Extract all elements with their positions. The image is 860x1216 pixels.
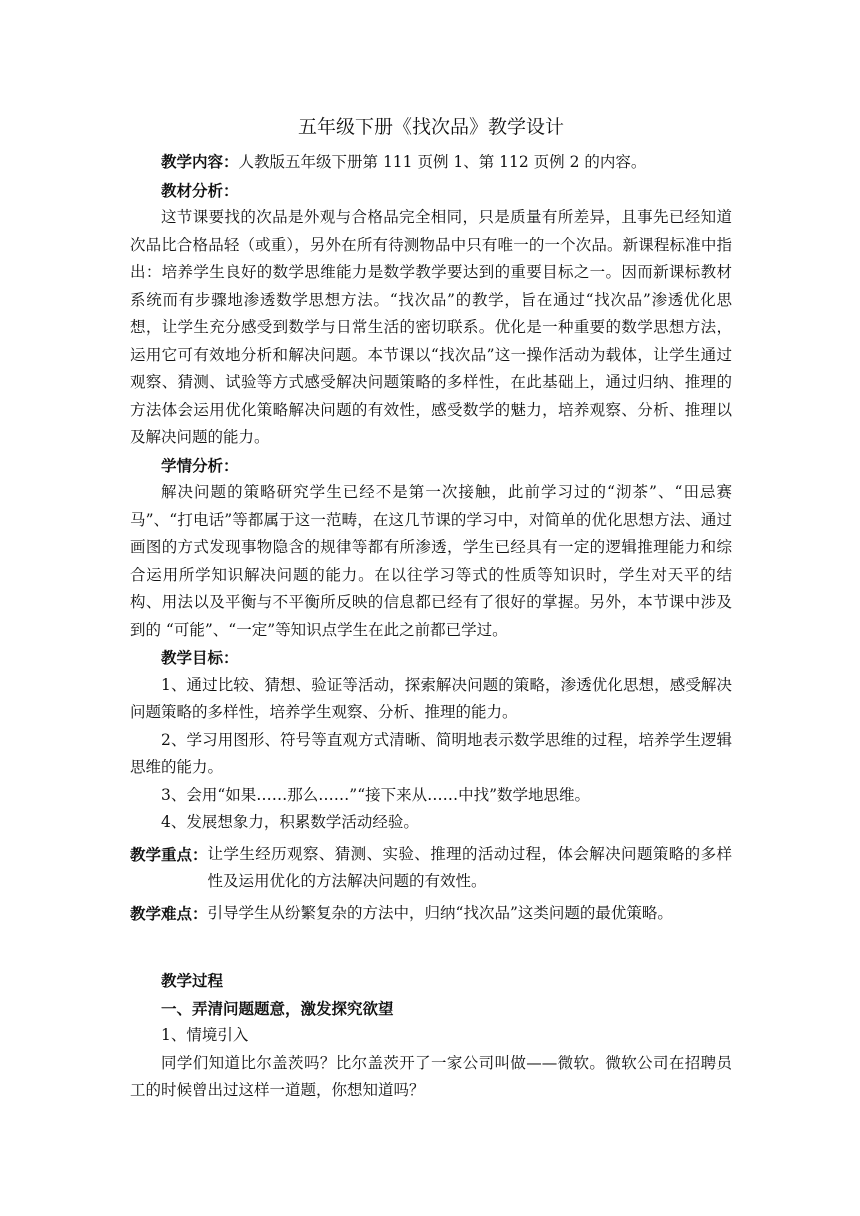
teaching-content <box>130 148 732 177</box>
material-analysis-heading: 教材分析： <box>161 180 239 200</box>
student-analysis-text: 解决问题的策略研究学生已经不是第一次接触，此前学习过的“沏茶”、“田忌赛马”、“打电话”等都属于这一范畴，在这几节课的学习中，对简单的优化思想方法、通过画图的方式发现事物隐含的规律等都有所渗透，学生已经具有一定的逻辑推理能力和综合运用所学知识解决问题的能力。在以往学习等式的性质等知识时，学生对天平的结构、用法以及平衡与不平衡所反映的信息都已经有了很好的掌握。另外，本节课中涉及到的 “可能”、“一定”等知识点学生在此之前都已学过。 <box>130 483 732 639</box>
teaching-goal-item: 2、学习用图形、符号等直观方式清晰、简明地表示数学思维的过程，培养学生逻辑思维的能力。 <box>130 730 732 776</box>
teaching-difficulty-text: 引导学生从纷繁复杂的方法中，归纳“找次品”这类问题的最优策略。 <box>207 903 673 922</box>
teaching-key-point <box>130 841 732 896</box>
process-text: 同学们知道比尔盖茨吗？比尔盖茨开了一家公司叫做——微软。微软公司在招聘员工的时候曾出过这样一道题，你想知道吗？ <box>130 1053 732 1099</box>
teaching-goal-item: 3、会用“如果……那么……”“接下来从……中找”数学地思维。 <box>161 785 591 804</box>
subsection-heading: 1、情境引入 <box>161 1026 249 1044</box>
teaching-goals-heading: 教学目标： <box>161 648 239 667</box>
teaching-difficulty-label: 教学难点： <box>130 903 208 923</box>
teaching-content-label: 教学内容： <box>161 152 239 171</box>
document-body <box>130 112 732 1105</box>
teaching-content-text: 人教版五年级下册第 111 页例 1、第 112 页例 2 的内容。 <box>238 153 647 171</box>
student-analysis-heading: 学情分析： <box>161 455 239 475</box>
teaching-key-text: 让学生经历观察、猜测、实验、推理的活动过程，体会解决问题策略的多样性及运用优化的方法解决问题的有效性。 <box>207 844 732 890</box>
section-one-heading: 一、弄清问题题意，激发探究欲望 <box>161 998 394 1018</box>
teaching-goal-item: 4、发展想象力，积累数学活动经验。 <box>161 813 419 831</box>
teaching-goal-item: 1、通过比较、猜想、验证等活动，探索解决问题的策略，渗透优化思想，感受解决问题策略的多样性，培养学生观察、分析、推理的能力。 <box>130 675 732 721</box>
teaching-key-label: 教学重点： <box>130 844 208 864</box>
teaching-difficulty <box>130 900 732 928</box>
material-analysis-text: 这节课要找的次品是外观与合格品完全相同，只是质量有所差异，且事先已经知道次品比合格品轻（或重），另外在所有待测物品中只有唯一的一个次品。新课程标准中指出：培养学生良好的数学思维能力是数学教学要达到的重要目标之一。因而新课标教材系统而有步骤地渗透数学思想方法。“找次品”的教学，旨在通过“找次品”渗透优化思想，让学生充分感受到数学与日常生活的密切联系。优化是一种重要的数学思想方法，运用它可有效地分析和解决问题。本节课以“找次品”这一操作活动为载体，让学生通过观察、猜测、试验等方式感受解决问题策略的多样性，在此基础上，通过归纳、推理的方法体会运用优化策略解决问题的有效性，感受数学的魅力，培养观察、分析、推理以及解决问题的能力。 <box>130 208 732 446</box>
document-title: 五年级下册《找次品》教学设计 <box>297 116 564 138</box>
teaching-process-heading: 教学过程 <box>161 971 224 990</box>
spacer <box>130 927 732 967</box>
